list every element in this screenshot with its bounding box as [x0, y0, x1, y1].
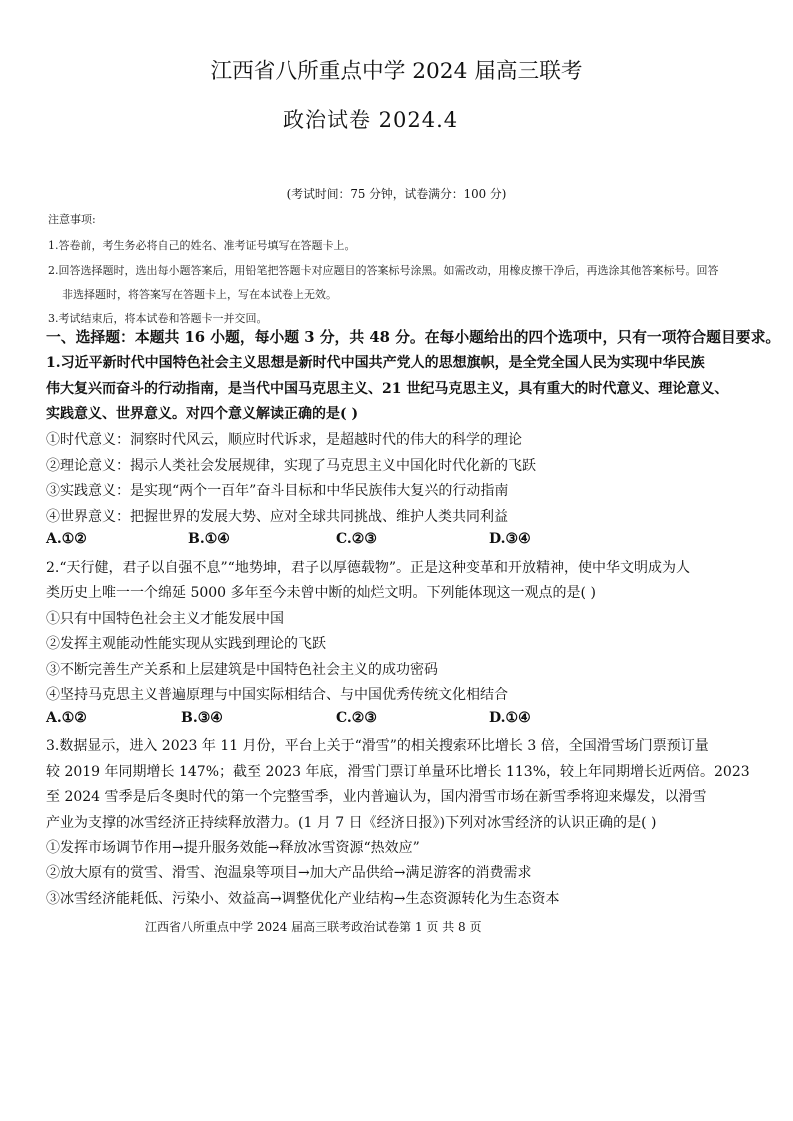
question-text: 2.“天行健，君子以自强不息”“地势坤，君子以厚德载物”。正是这种变革和开放精神，使中华文明成为人: [46, 560, 690, 576]
question-text: 至 2024 雪季是后冬奥时代的第一个完整雪季，业内普遍认为，国内滑雪市场在新雪季将迎来爆发，以滑雪: [46, 789, 707, 805]
answer-option: A.①②: [46, 531, 87, 547]
statement-item: ①发挥市场调节作用→提升服务效能→释放冰雪资源“热效应”: [46, 840, 420, 856]
statement-item: ②理论意义：揭示人类社会发展规律，实现了马克思主义中国化时代化新的飞跃: [46, 458, 536, 474]
note-item: 2.回答选择题时，选出每小题答案后，用铅笔把答题卡对应题目的答案标号涂黑。如需改动，用橡皮擦干净后，再选涂其他答案标号。回答: [48, 264, 719, 277]
answer-option: D.①④: [489, 710, 531, 726]
question-text: 伟大复兴而奋斗的行动指南，是当代中国马克思主义、21 世纪马克思主义，具有重大的时代意义、理论意义、: [46, 381, 729, 397]
section-intro: 一、选择题：本题共 16 小题，每小题 3 分，共 48 分。在每小题给出的四个选项中，只有一项符合题目要求。: [46, 329, 781, 346]
statement-item: ③不断完善生产关系和上层建筑是中国特色社会主义的成功密码: [46, 662, 438, 678]
question-text: 实践意义、世界意义。对四个意义解读正确的是( ): [46, 406, 359, 422]
statement-item: ①只有中国特色社会主义才能发展中国: [46, 611, 284, 627]
answer-option: B.①④: [188, 531, 230, 547]
statement-item: ②放大原有的赏雪、滑雪、泡温泉等项目→加大产品供给→满足游客的消费需求: [46, 865, 532, 881]
answer-option: C.②③: [336, 531, 377, 547]
answer-option: A.①②: [46, 710, 87, 726]
question-text: 3.数据显示，进入 2023 年 11 月份，平台上关于“滑雪”的相关搜索环比增长 3 倍，全国滑雪场门票预订量: [46, 738, 709, 754]
question-text: 较 2019 年同期增长 147%；截至 2023 年底，滑雪门票订单量环比增长 113%，较上年同期增长近两倍。2023: [46, 764, 750, 780]
notes-heading: 注意事项:: [48, 213, 96, 226]
note-item: 1.答卷前，考生务必将自己的姓名、准考证号填写在答题卡上。: [48, 239, 356, 252]
question-text: 1.习近平新时代中国特色社会主义思想是新时代中国共产党人的思想旗帜，是全党全国人民为实现中华民族: [46, 355, 705, 371]
exam-title: 江西省八所重点中学 2024 届高三联考: [210, 59, 583, 84]
page-footer: 江西省八所重点中学 2024 届高三联考政治试卷第 1 页 共 8 页: [145, 920, 482, 934]
answer-option: B.③④: [181, 710, 223, 726]
exam-info: (考试时间：75 分钟，试卷满分：100 分): [286, 187, 507, 201]
question-text: 类历史上唯一一个绵延 5000 多年至今未曾中断的灿烂文明。下列能体现这一观点的是( ): [46, 585, 596, 601]
statement-item: ③冰雪经济能耗低、污染小、效益高→调整优化产业结构→生态资源转化为生态资本: [46, 891, 560, 907]
answer-option: D.③④: [489, 531, 531, 547]
statement-item: ③实践意义：是实现“两个一百年”奋斗目标和中华民族伟大复兴的行动指南: [46, 483, 509, 499]
statement-item: ④世界意义：把握世界的发展大势、应对全球共同挑战、维护人类共同利益: [46, 509, 508, 525]
statement-item: ①时代意义：洞察时代风云，顺应时代诉求，是超越时代的伟大的科学的理论: [46, 432, 522, 448]
statement-item: ②发挥主观能动性能实现从实践到理论的飞跃: [46, 636, 326, 652]
answer-option: C.②③: [336, 710, 377, 726]
statement-item: ④坚持马克思主义普遍原理与中国实际相结合、与中国优秀传统文化相结合: [46, 687, 508, 703]
exam-subtitle: 政治试卷 2024.4: [283, 108, 459, 132]
note-item: 3.考试结束后，将本试卷和答题卡一并交回。: [48, 312, 268, 325]
question-text: 产业为支撑的冰雪经济正持续释放潜力。(1 月 7 日《经济日报》)下列对冰雪经济的认识正确的是( ): [46, 815, 657, 831]
note-item: 非选择题时，将答案写在答题卡上，写在本试卷上无效。: [62, 288, 337, 301]
